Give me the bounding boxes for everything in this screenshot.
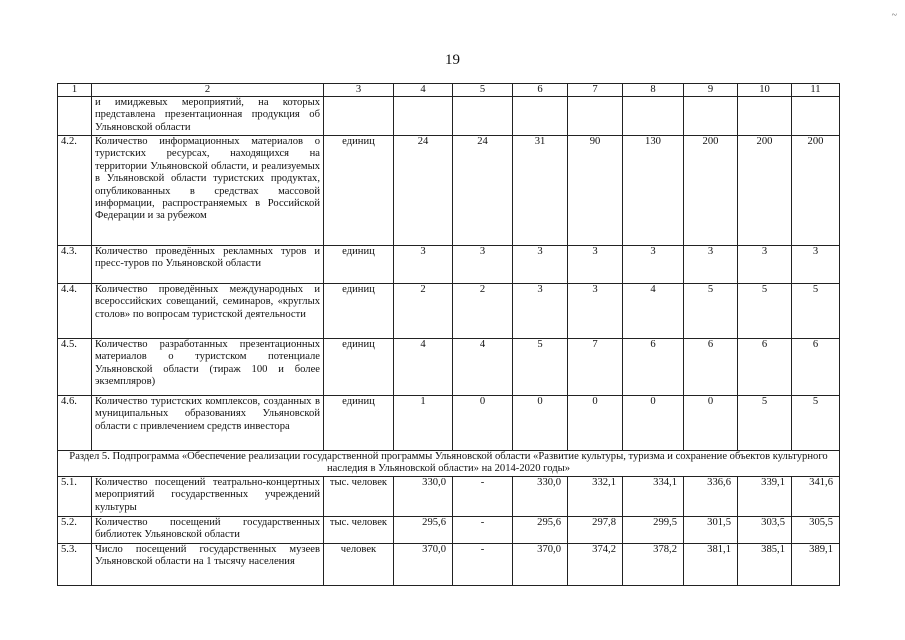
indicators-table xyxy=(57,83,840,586)
value-cell: - xyxy=(453,517,513,544)
column-number-cell: 1 xyxy=(58,84,92,97)
value-cell: 370,0 xyxy=(513,544,568,586)
indicator-description: Количество посещений государственных библиотек Ульяновской области xyxy=(92,517,324,544)
value-cell: 332,1 xyxy=(568,477,623,517)
unit-cell: тыс. человек xyxy=(324,517,394,544)
row-number: 5.3. xyxy=(58,544,92,586)
value-cell xyxy=(453,97,513,136)
unit-cell: единиц xyxy=(324,396,394,451)
value-cell: 6 xyxy=(684,339,738,396)
value-cell xyxy=(738,97,792,136)
value-cell: 24 xyxy=(394,136,453,246)
row-number: 4.3. xyxy=(58,246,92,284)
value-cell: 295,6 xyxy=(394,517,453,544)
value-cell: 334,1 xyxy=(623,477,684,517)
value-cell: 7 xyxy=(568,339,623,396)
row-number: 5.2. xyxy=(58,517,92,544)
unit-cell: тыс. человек xyxy=(324,477,394,517)
value-cell: 5 xyxy=(738,284,792,339)
value-cell: 3 xyxy=(684,246,738,284)
value-cell: 330,0 xyxy=(394,477,453,517)
value-cell: 299,5 xyxy=(623,517,684,544)
row-number: 4.5. xyxy=(58,339,92,396)
value-cell: 295,6 xyxy=(513,517,568,544)
indicator-description: Количество информационных материалов о туристских ресурсах, находящихся на территории Ульяновской области, и реализуемых в Ульяновской области туристских продуктах, опубликованных в средствах массовой информации, распространяемых в Российской Федерации и за рубежом xyxy=(92,136,324,246)
value-cell xyxy=(568,97,623,136)
indicator-description: Число посещений государственных музеев Ульяновской области на 1 тысячу населения xyxy=(92,544,324,586)
indicator-description: Количество туристских комплексов, созданных в муниципальных образованиях Ульяновской области с привлечением средств инвестора xyxy=(92,396,324,451)
indicator-description: Количество разработанных презентационных материалов о туристском потенциале Ульяновской области (тираж 100 и более экземпляров) xyxy=(92,339,324,396)
value-cell: 378,2 xyxy=(623,544,684,586)
column-number-cell: 6 xyxy=(513,84,568,97)
value-cell: 5 xyxy=(684,284,738,339)
column-number-cell: 2 xyxy=(92,84,324,97)
value-cell: 200 xyxy=(738,136,792,246)
column-number-cell: 4 xyxy=(394,84,453,97)
value-cell xyxy=(513,97,568,136)
value-cell xyxy=(623,97,684,136)
value-cell: 2 xyxy=(453,284,513,339)
value-cell: 31 xyxy=(513,136,568,246)
value-cell: 303,5 xyxy=(738,517,792,544)
value-cell: 0 xyxy=(568,396,623,451)
unit-cell: человек xyxy=(324,544,394,586)
row-number xyxy=(58,97,92,136)
value-cell: 389,1 xyxy=(792,544,840,586)
value-cell: 3 xyxy=(394,246,453,284)
column-number-row xyxy=(58,84,840,97)
table-row xyxy=(58,136,840,246)
value-cell: 0 xyxy=(623,396,684,451)
column-number-cell: 7 xyxy=(568,84,623,97)
value-cell: 24 xyxy=(453,136,513,246)
indicator-description: Количество проведённых международных и всероссийских совещаний, семинаров, «круглых столов» по вопросам туристской деятельности xyxy=(92,284,324,339)
value-cell: - xyxy=(453,477,513,517)
column-number-cell: 3 xyxy=(324,84,394,97)
value-cell: 3 xyxy=(513,284,568,339)
value-cell: 4 xyxy=(623,284,684,339)
value-cell: - xyxy=(453,544,513,586)
indicator-description: Количество посещений театрально-концертных мероприятий государственных учреждений культуры xyxy=(92,477,324,517)
unit-cell: единиц xyxy=(324,136,394,246)
value-cell: 90 xyxy=(568,136,623,246)
value-cell: 0 xyxy=(684,396,738,451)
value-cell: 3 xyxy=(513,246,568,284)
value-cell: 3 xyxy=(568,246,623,284)
value-cell: 385,1 xyxy=(738,544,792,586)
unit-cell: единиц xyxy=(324,246,394,284)
value-cell: 0 xyxy=(453,396,513,451)
value-cell: 1 xyxy=(394,396,453,451)
section-row xyxy=(58,451,840,477)
column-number-cell: 11 xyxy=(792,84,840,97)
value-cell: 6 xyxy=(792,339,840,396)
table-row xyxy=(58,284,840,339)
page-number: 19 xyxy=(445,52,460,68)
indicator-description: Количество проведённых рекламных туров и пресс-туров по Ульяновской области xyxy=(92,246,324,284)
row-number: 4.4. xyxy=(58,284,92,339)
table-row xyxy=(58,544,840,586)
table-row xyxy=(58,97,840,136)
value-cell: 200 xyxy=(792,136,840,246)
value-cell xyxy=(684,97,738,136)
value-cell: 374,2 xyxy=(568,544,623,586)
value-cell: 3 xyxy=(568,284,623,339)
value-cell: 130 xyxy=(623,136,684,246)
value-cell: 5 xyxy=(738,396,792,451)
scan-mark: ~ xyxy=(891,10,897,21)
value-cell: 3 xyxy=(453,246,513,284)
value-cell: 336,6 xyxy=(684,477,738,517)
value-cell: 5 xyxy=(513,339,568,396)
row-number: 4.6. xyxy=(58,396,92,451)
table-row xyxy=(58,517,840,544)
value-cell: 305,5 xyxy=(792,517,840,544)
value-cell: 370,0 xyxy=(394,544,453,586)
value-cell: 297,8 xyxy=(568,517,623,544)
table-row xyxy=(58,477,840,517)
value-cell: 6 xyxy=(623,339,684,396)
value-cell: 4 xyxy=(394,339,453,396)
value-cell: 5 xyxy=(792,396,840,451)
value-cell xyxy=(792,97,840,136)
unit-cell xyxy=(324,97,394,136)
table-row xyxy=(58,339,840,396)
value-cell: 330,0 xyxy=(513,477,568,517)
value-cell: 5 xyxy=(792,284,840,339)
unit-cell: единиц xyxy=(324,284,394,339)
value-cell: 6 xyxy=(738,339,792,396)
column-number-cell: 5 xyxy=(453,84,513,97)
column-number-cell: 9 xyxy=(684,84,738,97)
row-number: 5.1. xyxy=(58,477,92,517)
column-number-cell: 8 xyxy=(623,84,684,97)
value-cell: 339,1 xyxy=(738,477,792,517)
indicator-description: и имиджевых мероприятий, на которых представлена презентационная продукция об Ульяновской области xyxy=(92,97,324,136)
value-cell: 3 xyxy=(623,246,684,284)
value-cell: 341,6 xyxy=(792,477,840,517)
row-number: 4.2. xyxy=(58,136,92,246)
value-cell xyxy=(394,97,453,136)
value-cell: 301,5 xyxy=(684,517,738,544)
value-cell: 2 xyxy=(394,284,453,339)
table-row xyxy=(58,246,840,284)
value-cell: 4 xyxy=(453,339,513,396)
value-cell: 3 xyxy=(738,246,792,284)
column-number-cell: 10 xyxy=(738,84,792,97)
value-cell: 381,1 xyxy=(684,544,738,586)
section-title: Раздел 5. Подпрограмма «Обеспечение реализации государственной программы Ульяновской области «Развитие культуры, туризма и сохранение объектов культурного наследия в Ульяновской области» на 2014-2020 годы» xyxy=(58,451,840,477)
value-cell: 0 xyxy=(513,396,568,451)
value-cell: 200 xyxy=(684,136,738,246)
table-row xyxy=(58,396,840,451)
value-cell: 3 xyxy=(792,246,840,284)
unit-cell: единиц xyxy=(324,339,394,396)
